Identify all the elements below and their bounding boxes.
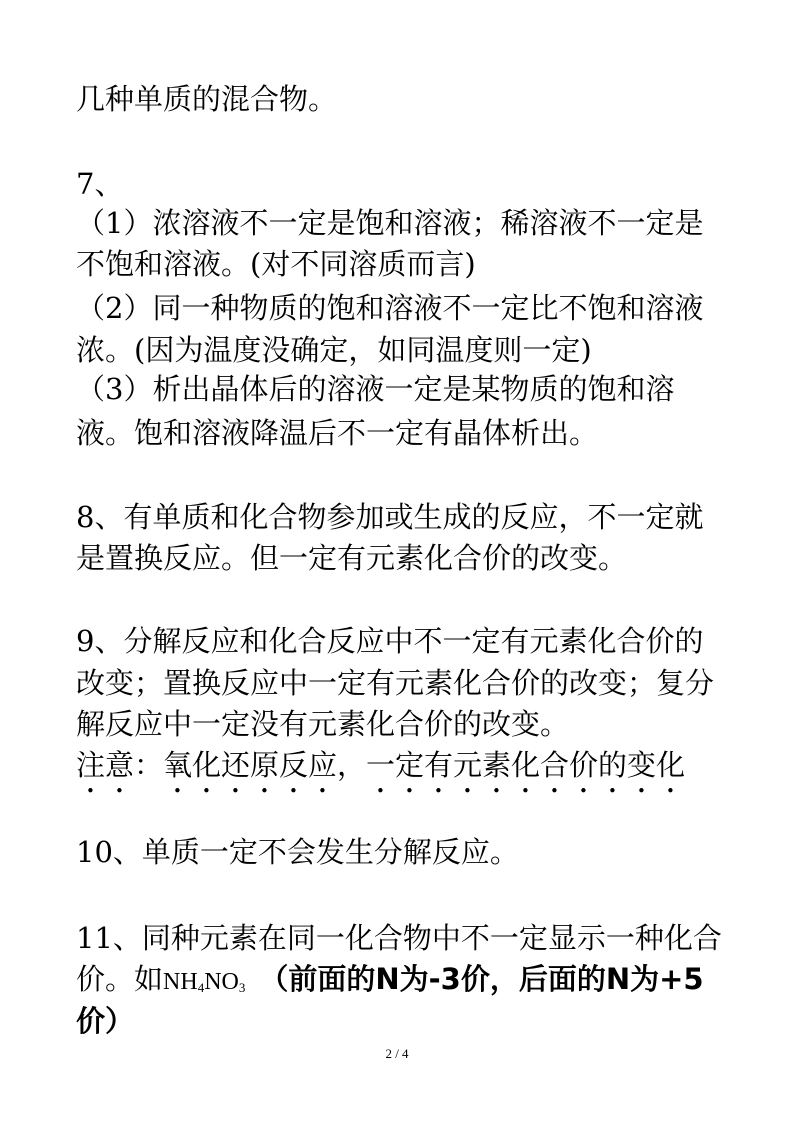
text-line: （3）析出晶体后的溶液一定是某物质的饱和溶	[76, 372, 675, 406]
chemical-formula: $NH_4NO_3$	[163, 969, 246, 995]
emphasized-note: 注意：氧化还原反应，一定有元素化合价的变化	[76, 748, 686, 782]
text-line: 液。饱和溶液降温后不一定有晶体析出。	[76, 416, 599, 450]
text-line-with-formula	[76, 960, 704, 1007]
text-line: （1）浓溶液不一定是饱和溶液；稀溶液不一定是	[76, 206, 704, 240]
bold-note: （前面的N为-3价，后面的N为+5	[259, 962, 704, 996]
text-prefix: 价。如	[76, 962, 164, 996]
text-line: 改变；置换反应中一定有元素化合价的改变；复分	[76, 666, 715, 700]
item-number: 7、	[76, 167, 124, 201]
page-number: 2 / 4	[385, 1046, 409, 1061]
text-line: 浓。(因为温度没确定，如同温度则一定)	[76, 333, 592, 367]
text-line: 9、分解反应和化合反应中不一定有元素化合价的	[76, 624, 704, 658]
text-line: （2）同一种物质的饱和溶液不一定比不饱和溶液	[76, 291, 704, 325]
text-line: 10、单质一定不会发生分解反应。	[76, 835, 519, 869]
bold-note: 价）	[76, 1004, 135, 1038]
text-line: 8、有单质和化合物参加或生成的反应，不一定就	[76, 500, 704, 534]
text-line: 解反应中一定没有元素化合价的改变。	[76, 707, 570, 741]
text-line: 是置换反应。但一定有元素化合价的改变。	[76, 541, 628, 575]
text-line: 11、同种元素在同一化合物中不一定显示一种化合	[76, 921, 722, 955]
text-line: 几种单质的混合物。	[76, 82, 338, 116]
text-line: 不饱和溶液。(对不同溶质而言)	[76, 247, 476, 281]
